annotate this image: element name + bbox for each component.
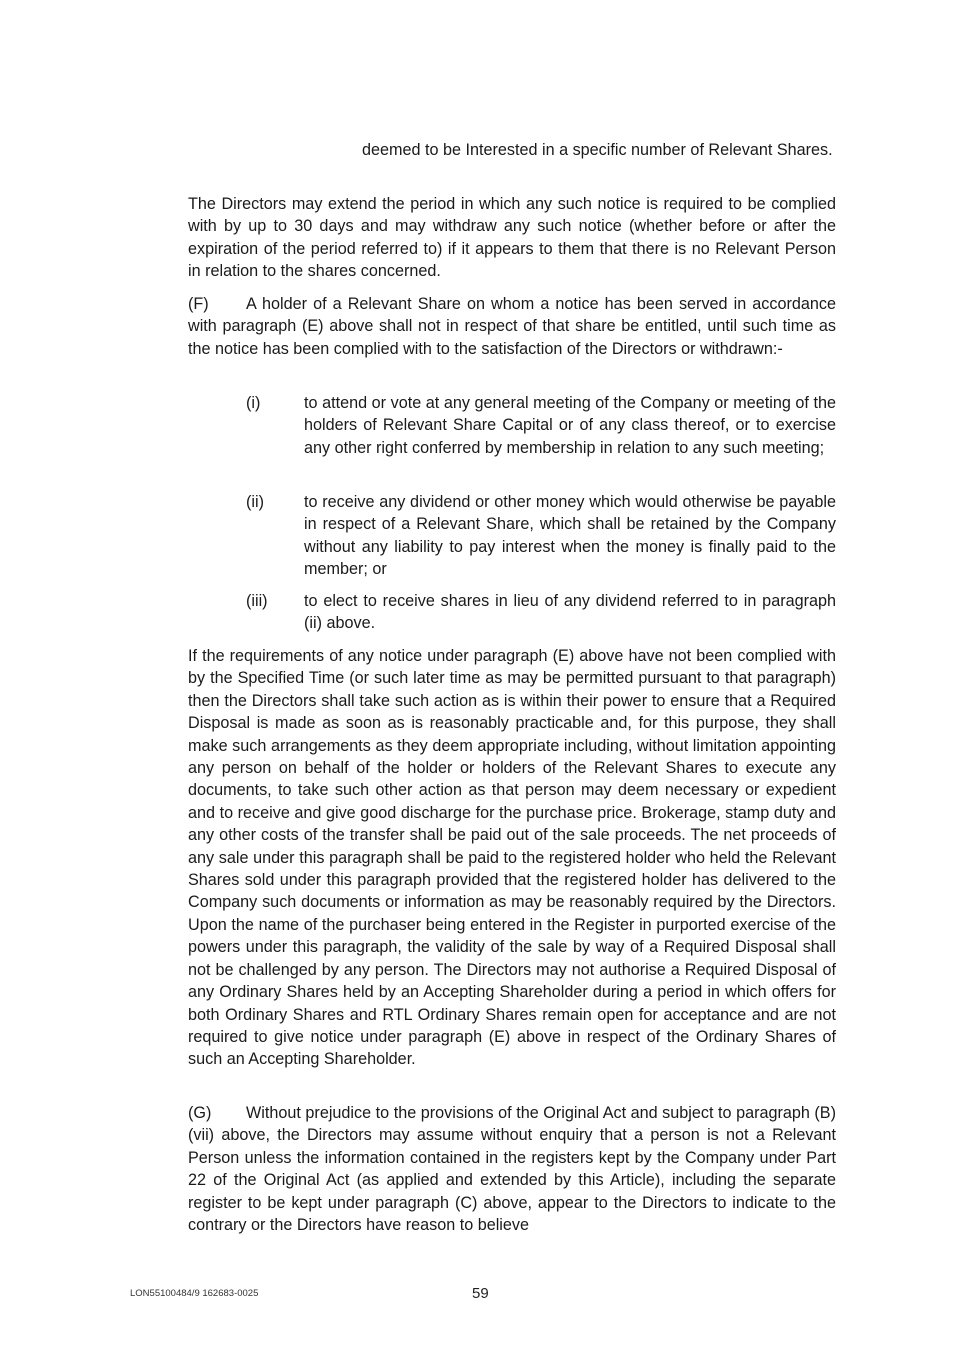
paragraph-g-text: Without prejudice to the provisions of the Original Act and subject to paragraph (B)(vii) above, the Directors may assume without enquiry that a person is not a Relevant Person unless the information contained in the registers kept by the Company under Part 22 of the Original Act (as applied and extended by this Article), including the separate register to be kept under paragraph (C) above, appear to the Directors to indicate to the contrary or the Directors have reason to believe	[188, 1104, 836, 1235]
paragraph-f	[188, 293, 836, 360]
paragraph-g-label: (G)	[188, 1104, 212, 1122]
list-item-number: (ii)	[246, 493, 264, 511]
list-item-number: (iii)	[246, 592, 268, 610]
page-number: 59	[472, 1285, 489, 1302]
paragraph-extend-period: The Directors may extend the period in which any such notice is required to be complied with by up to 30 days and may withdraw any such notice (whether before or after the expiration of the period referred to) if it appears to them that there is no Relevant Person in relation to the shares concerned.	[188, 195, 836, 281]
paragraph-f-label: (F)	[188, 295, 209, 313]
continuation-text: deemed to be Interested in a specific number of Relevant Shares.	[362, 141, 833, 159]
list-item-text: to attend or vote at any general meeting of the Company or meeting of the holders of Relevant Share Capital or of any class thereof, or to exercise any other right conferred by membership in relation to any such meeting;	[304, 394, 836, 457]
list-item-text: to elect to receive shares in lieu of any dividend referred to in paragraph (ii) above.	[304, 592, 836, 633]
list-item-text: to receive any dividend or other money which would otherwise be payable in respect of a Relevant Share, which shall be retained by the Company without any liability to pay interest when the money is finally paid to the member; or	[304, 493, 836, 579]
paragraph-g	[188, 1102, 836, 1236]
paragraph-f-text: A holder of a Relevant Share on whom a notice has been served in accordance with paragraph (E) above shall not in respect of that share be entitled, until such time as the notice has been complied with to the satisfaction of the Directors or withdrawn:-	[188, 295, 836, 358]
list-item-number: (i)	[246, 394, 261, 412]
paragraph-required-disposal: If the requirements of any notice under paragraph (E) above have not been complied with by the Specified Time (or such later time as may be permitted pursuant to that paragraph) then the Directors shall take such action as is within their power to ensure that a Required Disposal is made as soon as is reasonably practicable and, for this purpose, they shall make such arrangements as they deem appropriate including, without limitation appointing any person on behalf of the holder or holders of the Relevant Shares to execute any documents, to take such other action as that person may deem necessary or expedient and to receive and give good discharge for the purchase price. Brokerage, stamp duty and any other costs of the transfer shall be paid out of the sale proceeds. The net proceeds of any sale under this paragraph shall be paid to the registered holder who held the Relevant Shares sold under this paragraph provided that the registered holder has delivered to the Company such documents or information as may be reasonably required by the Directors. Upon the name of the purchaser being entered in the Register in purported exercise of the powers under this paragraph, the validity of the sale by way of a Required Disposal shall not be challenged by any person. The Directors may not authorise a Required Disposal of any Ordinary Shares held by an Accepting Shareholder during a period in which offers for both Ordinary Shares and RTL Ordinary Shares remain open for acceptance and are not required to give notice under paragraph (E) above in respect of the Ordinary Shares of such an Accepting Shareholder.	[188, 647, 836, 1069]
footer-reference: LON55100484/9 162683-0025	[130, 1288, 259, 1299]
